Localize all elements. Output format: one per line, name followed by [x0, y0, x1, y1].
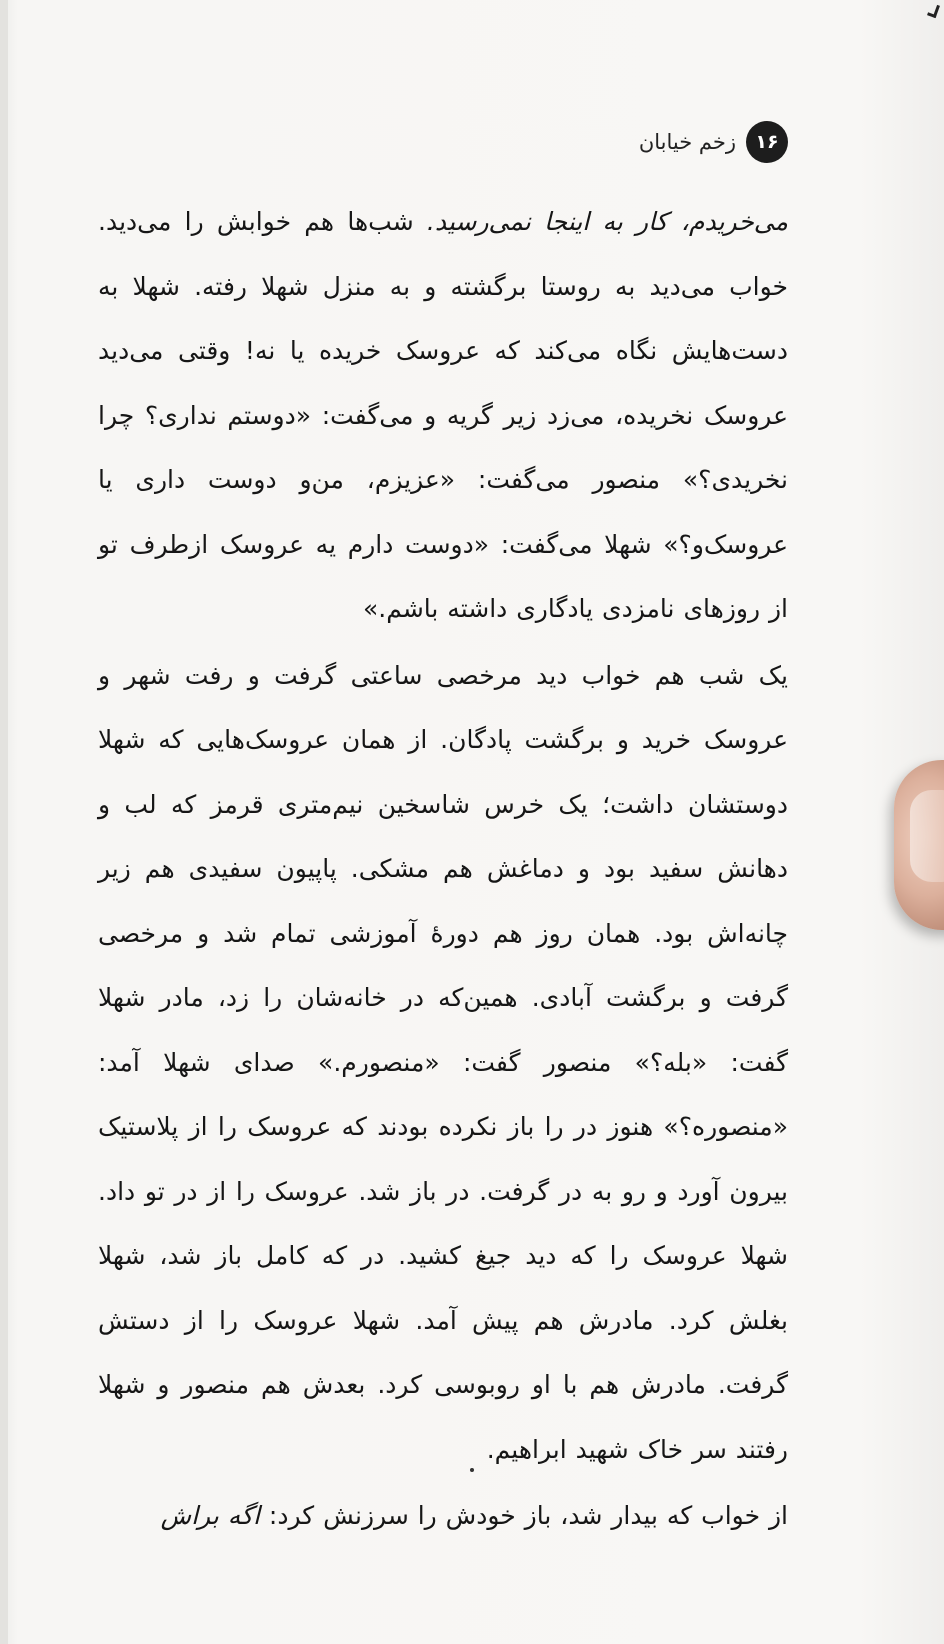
paragraph-text: یک شب هم خواب دید مرخصی ساعتی گرفت و رفت شهر و عروسک خرید و برگشت پادگان. از همان عروسک‌هایی که شهلا دوستشان داشت؛ یک خرس شاسخین نیم‌متری قرمز که لب و دهانش سفید بود و دماغش هم مشکی. پاپیون سفیدی هم زیر چانه‌اش بود. همان روز هم دورهٔ آموزشی تمام شد و مرخصی گرفت و برگشت آبادی. همین‌که در خانه‌شان را زد، مادر شهلا گفت: «بله؟» منصور گفت: «منصورم.» صدای شهلا آمد: «منصوره؟» هنوز در را باز نکرده بودند که عروسک را از پلاستیک بیرون آورد و رو به در گرفت. در باز شد. عروسک را از در تو داد. شهلا عروسک را که دید جیغ کشید. در که کامل باز شد، شهلا بغلش کرد. مادرش هم پیش آمد. شهلا عروسک را از دستش گرفت. مادرش هم با او روبوسی کرد. بعدش هم منصور و شهلا رفتند سر خاک شهید ابراهیم. [98, 660, 788, 1464]
running-header [520, 118, 788, 166]
corner-mark [927, 3, 940, 18]
paragraph-2 [98, 644, 788, 1483]
ink-speck [470, 1468, 474, 1472]
thumb-holding-page [894, 760, 944, 930]
thumbnail-nail [910, 790, 944, 882]
book-title: زخم خیابان [638, 130, 736, 154]
paragraph-3 [98, 1484, 788, 1549]
page-edge-shadow [0, 0, 8, 1644]
paragraph-1 [98, 190, 788, 642]
italic-phrase: اگه براش [160, 1501, 260, 1530]
paragraph-text: شب‌ها هم خوابش را می‌دید. خواب می‌دید به روستا برگشته و به منزل شهلا رفته. شهلا به دست‌هایش نگاه می‌کند که عروسک خریده یا نه! وقتی می‌دید عروسک نخریده، می‌زد زیر گریه و می‌گفت: «دوستم نداری؟ چرا نخریدی؟» منصور می‌گفت: «عزیزم، من‌و دوست داری یا عروسک‌و؟» شهلا می‌گفت: «دوست دارم یه عروسک ازطرف تو از روزهای نامزدی یادگاری داشته باشم.» [98, 207, 788, 623]
page-number-badge: ۱۶ [746, 121, 788, 163]
body-text [98, 190, 788, 1549]
italic-phrase: می‌خریدم، کار به اینجا نمی‌رسید. [426, 207, 789, 236]
paragraph-text: از خواب که بیدار شد، باز خودش را سرزنش کرد: [259, 1501, 788, 1530]
